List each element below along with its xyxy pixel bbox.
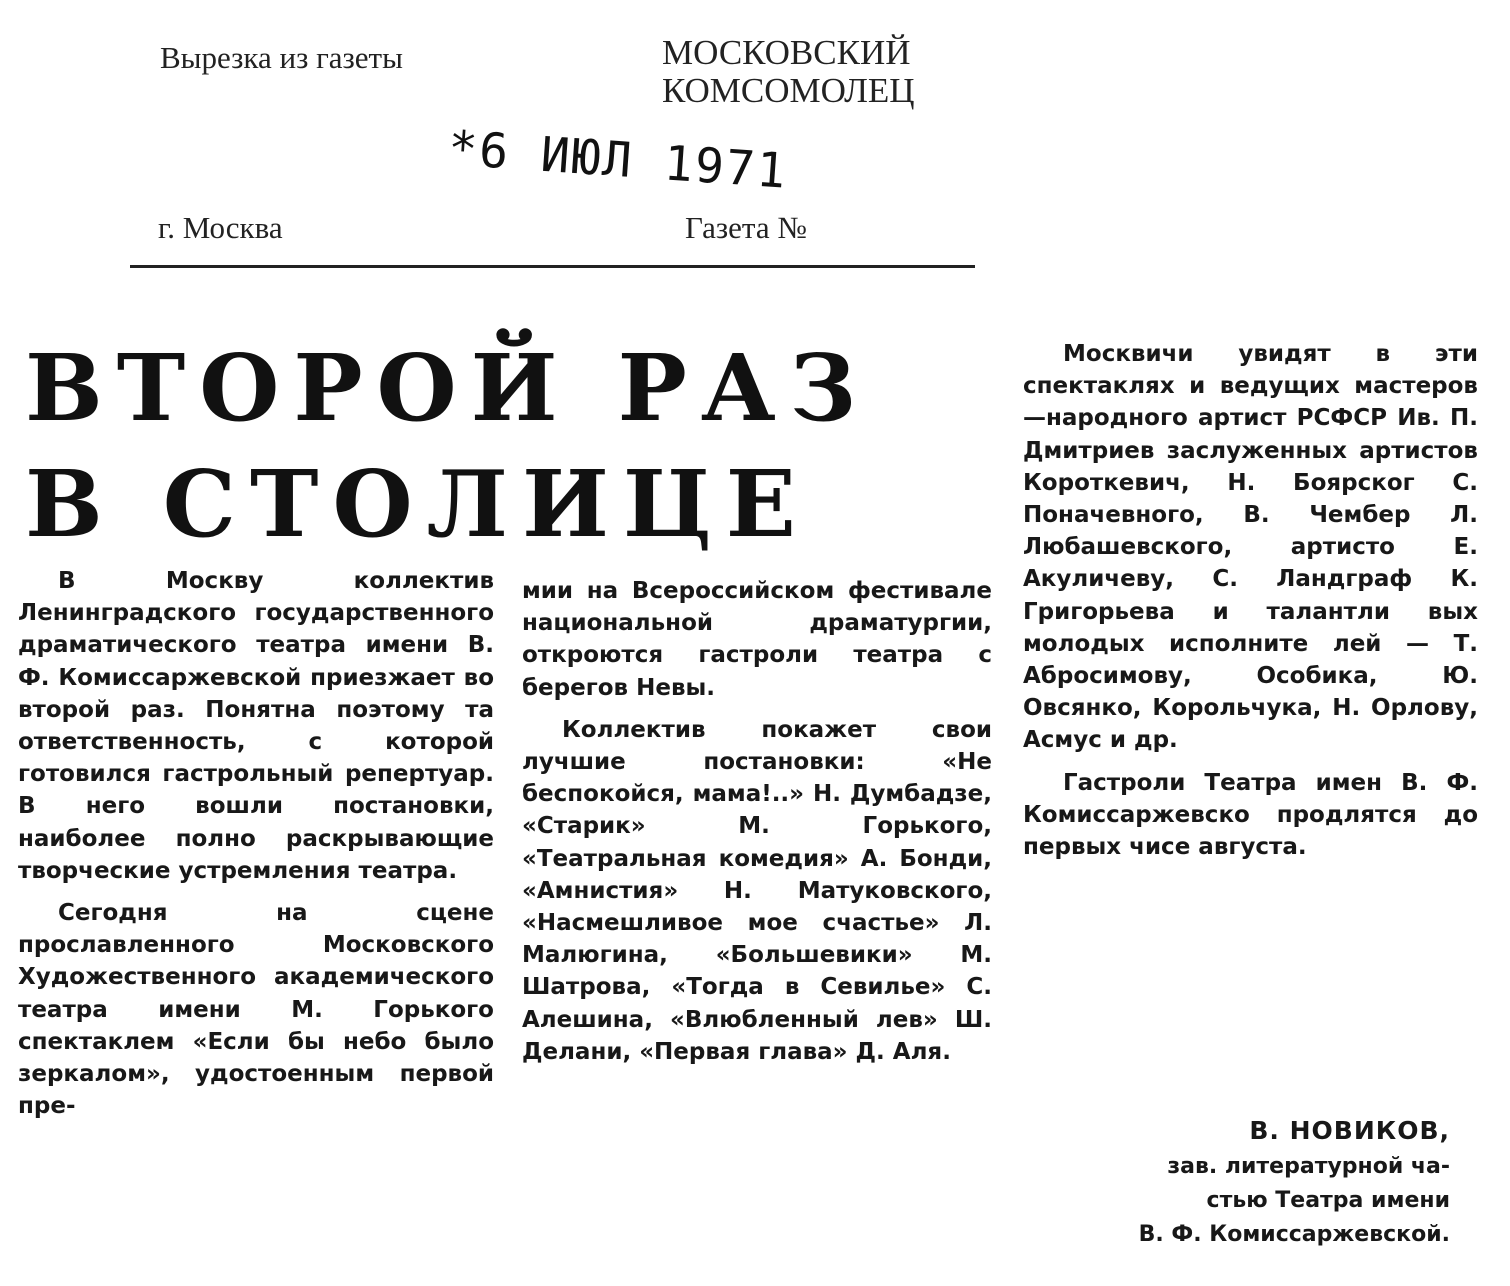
publication-name-line2: КОМСОМОЛЕЦ (662, 71, 915, 110)
article-column-2 (522, 575, 992, 1078)
clipping-header (130, 20, 980, 275)
article-column-1 (18, 565, 494, 1132)
article-column-3 (1023, 338, 1478, 873)
paragraph: Коллектив покажет свои лучшие постановки: «Не беспокойся, мама!..» Н. Думбадзе, «Старик» М. Горького, «Театральная комедия» А. Бонди, «Амнистия» Н. Матуковского, «Насмешливое мое счастье» Л. Малюгина, «Большевики» М. Шатрова, «Тогда в Севилье» С. Алешина, «Влюбленный лев» Ш. Делани, «Первая глава» Д. Аля. (522, 716, 992, 1065)
author-role-line: стью Театра имени (1206, 1188, 1450, 1213)
paragraph: Москвичи увидят в эти спектаклях и ведущих мастеров—народного артист РСФСР Ив. П. Дмитриев заслуженных артистов Короткевич, Н. Боярског С. Поначевного, В. Чембер Л. Любашевского, артисто Е. Акуличеву, С. Ландграф К. Григорьева и талантли вых молодых исполните лей — Т. Абросимову, Особика, Ю. Овсянко, Корольчука, Н. Орлову, Асмус и др. (1023, 341, 1478, 754)
issue-label: Газета № (685, 210, 807, 245)
author-role-line: В. Ф. Комиссаржевской. (1138, 1222, 1450, 1247)
paragraph: Сегодня на сцене прославленного Московского Художественного академического театра имени М. Горького спектаклем «Если бы небо было зеркалом», удостоенным первой пре- (18, 900, 494, 1120)
author-name: В. НОВИКОВ, (1249, 1116, 1450, 1145)
date-stamp: *6 ИЮЛ 1971 (446, 120, 790, 200)
paragraph: мии на Всероссийском фестивале национальной драматургии, откроются гастроли театра с берегов Невы. (522, 578, 992, 701)
headline-line1: ВТОРОЙ РАЗ (25, 334, 871, 442)
publication-name (662, 34, 915, 110)
publication-name-line1: МОСКОВСКИЙ (662, 33, 911, 72)
city-label: г. Москва (158, 210, 283, 245)
headline-line2: В СТОЛИЦЕ (25, 450, 810, 558)
paragraph: В Москву коллектив Ленинградского государственного драматического театра имени В. Ф. Комиссаржевской приезжает во второй раз. Понятна поэтому та ответственность, с которой готовился гастрольный репертуар. В него вошли постановки, наиболее полно раскрывающие творческие устремления театра. (18, 568, 494, 884)
header-divider (130, 265, 975, 268)
article-headline (25, 330, 870, 562)
paragraph: Гастроли Театра имен В. Ф. Комиссаржевско продлятся до первых чисе августа. (1023, 769, 1478, 861)
author-role-line: зав. литературной ча- (1167, 1154, 1450, 1179)
author-signature (1139, 1112, 1450, 1252)
clipping-label: Вырезка из газеты (160, 40, 403, 75)
